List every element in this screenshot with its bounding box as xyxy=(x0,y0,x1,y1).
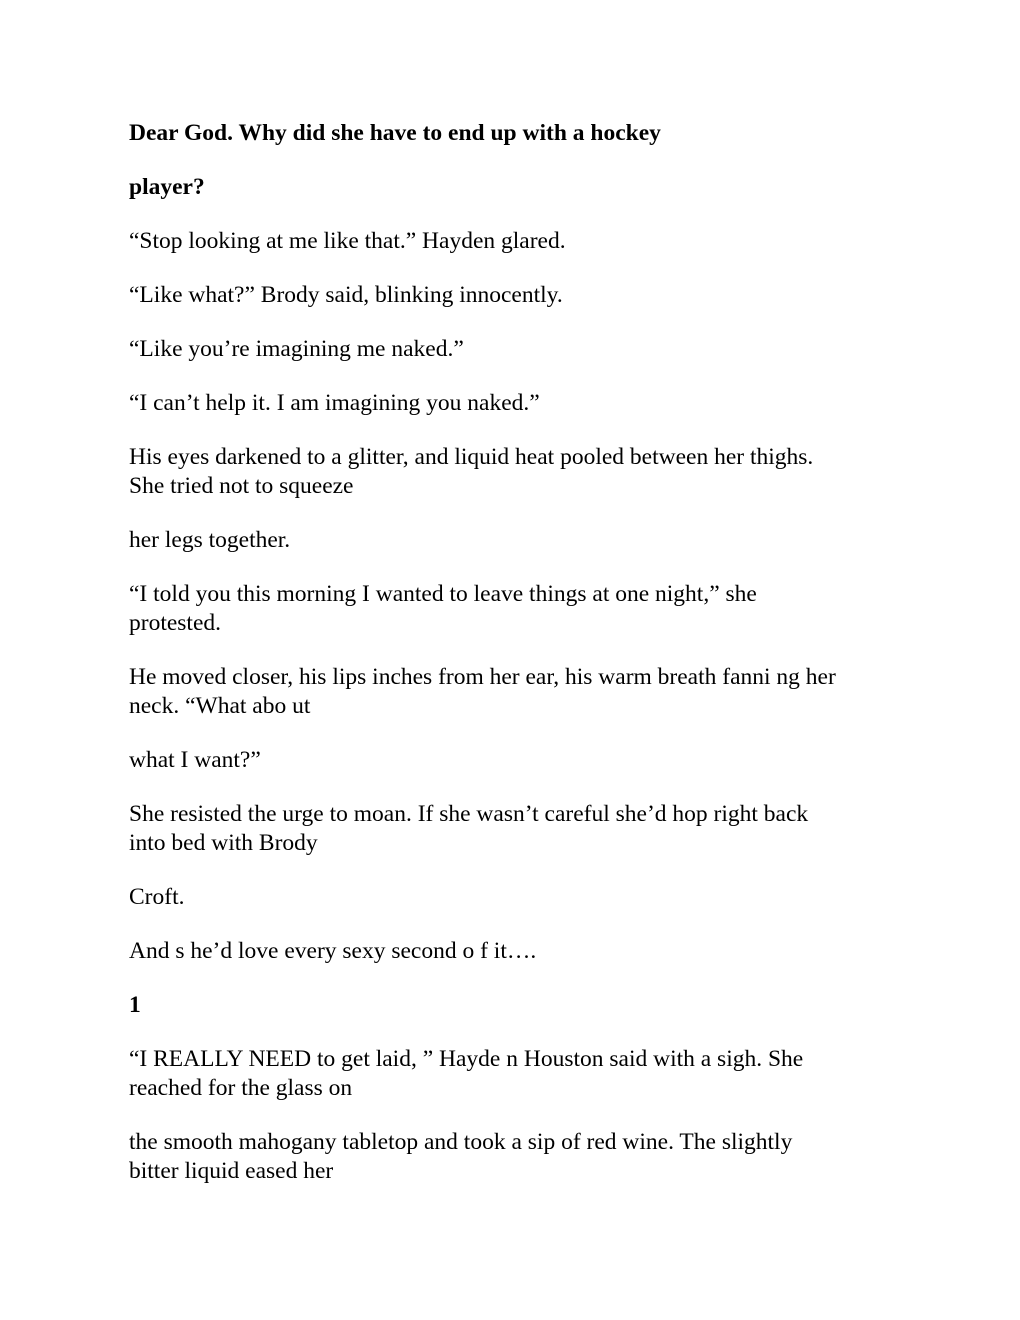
heading-paragraph xyxy=(129,173,891,202)
text-line: her legs together. xyxy=(129,527,291,553)
text-paragraph xyxy=(129,663,891,721)
text-line: Croft. xyxy=(129,884,185,910)
text-line: neck. “What abo ut xyxy=(129,693,311,719)
text-paragraph xyxy=(129,335,891,364)
text-line: He moved closer, his lips inches from her ear, his warm breath fanni ng her xyxy=(129,664,836,690)
text-paragraph xyxy=(129,281,891,310)
text-line: She tried not to squeeze xyxy=(129,473,354,499)
text-line: what I want?” xyxy=(129,747,261,773)
text-paragraph xyxy=(129,800,891,858)
text-line: And s he’d love every sexy second o f it…. xyxy=(129,938,537,964)
text-line: the smooth mahogany tabletop and took a sip of red wine. The slightly xyxy=(129,1129,793,1155)
text-line: His eyes darkened to a glitter, and liquid heat pooled between her thighs. xyxy=(129,444,814,470)
text-line: into bed with Brody xyxy=(129,830,318,856)
text-line: bitter liquid eased her xyxy=(129,1158,334,1184)
text-paragraph xyxy=(129,580,891,638)
heading-paragraph xyxy=(129,991,891,1020)
text-line: reached for the glass on xyxy=(129,1075,353,1101)
text-line: “I can’t help it. I am imagining you naked.” xyxy=(129,390,540,416)
text-line: “I told you this morning I wanted to leave things at one night,” she xyxy=(129,581,757,607)
text-paragraph xyxy=(129,227,891,256)
body-text xyxy=(129,119,891,1211)
text-line: protested. xyxy=(129,610,222,636)
heading-paragraph xyxy=(129,119,891,148)
text-paragraph xyxy=(129,443,891,501)
text-paragraph xyxy=(129,1128,891,1186)
text-paragraph xyxy=(129,1045,891,1103)
text-line: “Stop looking at me like that.” Hayden glared. xyxy=(129,228,566,254)
text-paragraph xyxy=(129,883,891,912)
text-paragraph xyxy=(129,937,891,966)
text-line: 1 xyxy=(129,992,141,1018)
text-line: “Like you’re imagining me naked.” xyxy=(129,336,464,362)
text-line: “I REALLY NEED to get laid, ” Hayde n Houston said with a sigh. She xyxy=(129,1046,804,1072)
text-line: Dear God. Why did she have to end up with a hockey xyxy=(129,120,661,146)
text-paragraph xyxy=(129,746,891,775)
text-paragraph xyxy=(129,389,891,418)
text-line: She resisted the urge to moan. If she wasn’t careful she’d hop right back xyxy=(129,801,809,827)
text-paragraph xyxy=(129,526,891,555)
text-line: player? xyxy=(129,174,205,200)
text-line: “Like what?” Brody said, blinking innocently. xyxy=(129,282,563,308)
